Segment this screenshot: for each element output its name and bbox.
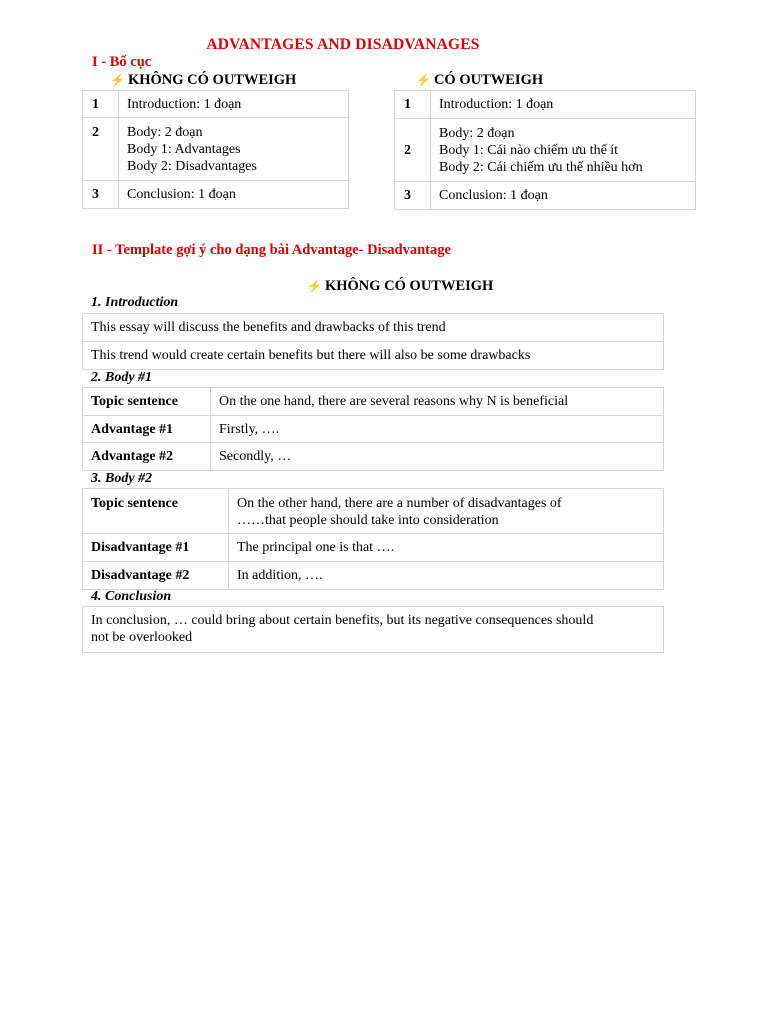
cell-line: On the other hand, there are a number of disadvantages of: [237, 496, 562, 511]
row-label: Advantage #1: [83, 416, 211, 443]
row-text: [229, 489, 664, 534]
structure-table-right: [394, 90, 696, 210]
table-row: [395, 91, 696, 119]
row-number: 2: [395, 119, 431, 182]
body2-heading: 3. Body #2: [91, 471, 153, 486]
template-variant-label: KHÔNG CÓ OUTWEIGH: [324, 278, 494, 294]
table-row: [83, 91, 349, 118]
conclusion-text: [83, 607, 664, 653]
cell-line: Body: 2 đoạn: [439, 126, 515, 141]
cell-line: Introduction: 1 đoạn: [127, 96, 242, 112]
intro-heading: 1. Introduction: [91, 295, 179, 310]
table-row: [83, 388, 664, 416]
row-label: Topic sentence: [83, 388, 211, 416]
table-row: [83, 443, 664, 471]
cell-line: Introduction: 1 đoạn: [439, 97, 554, 112]
row-text: [229, 562, 664, 590]
cell-line: not be overlooked: [91, 630, 193, 645]
intro-sentence: This trend would create certain benefits but there will also be some drawbacks: [83, 342, 664, 370]
table-row: [83, 342, 664, 370]
conclusion-table: [82, 606, 664, 653]
row-number: 3: [395, 182, 431, 210]
table-row: [83, 489, 664, 534]
template-variant-heading: [307, 278, 493, 295]
row-label: Advantage #2: [83, 443, 211, 471]
row-label: Disadvantage #2: [83, 562, 229, 590]
cell-line: Conclusion: 1 đoạn: [127, 187, 236, 202]
section-2-heading: II - Template gợi ý cho dạng bài Advantage- Disadvantage: [92, 242, 451, 258]
structure-table-left: [82, 90, 349, 209]
intro-sentence: This essay will discuss the benefits and drawbacks of this trend: [83, 314, 664, 342]
row-content: [431, 119, 696, 182]
table-row: [83, 416, 664, 443]
row-number: 2: [83, 118, 119, 181]
table-row: [395, 182, 696, 210]
row-content: [119, 118, 349, 181]
section-1-heading: I - Bố cục: [92, 54, 152, 70]
row-text: Secondly, …: [211, 443, 664, 471]
left-variant-label: KHÔNG CÓ OUTWEIGH: [127, 72, 297, 88]
row-content: [431, 182, 696, 210]
row-number: 3: [83, 181, 119, 209]
cell-line: The principal one is that ….: [237, 540, 395, 555]
table-row: [83, 181, 349, 209]
document-title: ADVANTAGES AND DISADVANAGES: [206, 36, 480, 53]
row-content: [119, 91, 349, 118]
right-variant-label: CÓ OUTWEIGH: [433, 72, 544, 88]
table-row: [395, 119, 696, 182]
cell-line: Conclusion: 1 đoạn: [439, 188, 548, 203]
row-content: [119, 181, 349, 209]
right-variant-heading: [416, 72, 543, 89]
body2-table: [82, 488, 664, 590]
body1-heading: 2. Body #1: [91, 370, 153, 385]
row-number: 1: [83, 91, 119, 118]
cell-line: ……that people should take into consideration: [237, 513, 499, 528]
left-variant-heading: [110, 72, 296, 89]
cell-line: Body 2: Cái chiếm ưu thế nhiều hơn: [439, 160, 643, 175]
lightning-icon: ⚡: [416, 73, 431, 87]
cell-line: Body 2: Disadvantages: [127, 159, 257, 174]
intro-table: [82, 313, 664, 370]
row-text: On the one hand, there are several reasons why N is beneficial: [211, 388, 664, 416]
cell-line: In addition, ….: [237, 568, 323, 583]
cell-line: In conclusion, … could bring about certain benefits, but its negative consequences should: [91, 613, 594, 628]
row-label: Disadvantage #1: [83, 534, 229, 562]
row-label: Topic sentence: [83, 489, 229, 534]
table-row: [83, 562, 664, 590]
table-row: [83, 118, 349, 181]
body1-table: [82, 387, 664, 471]
row-number: 1: [395, 91, 431, 119]
lightning-icon: ⚡: [110, 73, 125, 87]
table-row: [83, 534, 664, 562]
conclusion-heading: 4. Conclusion: [91, 589, 172, 604]
table-row: [83, 314, 664, 342]
row-text: [229, 534, 664, 562]
row-content: [431, 91, 696, 119]
lightning-icon: ⚡: [307, 279, 322, 293]
cell-line: Body: 2 đoạn: [127, 125, 203, 140]
table-row: [83, 607, 664, 653]
row-text: Firstly, ….: [211, 416, 664, 443]
cell-line: Body 1: Cái nào chiếm ưu thế ít: [439, 143, 619, 158]
cell-line: Body 1: Advantages: [127, 142, 241, 157]
